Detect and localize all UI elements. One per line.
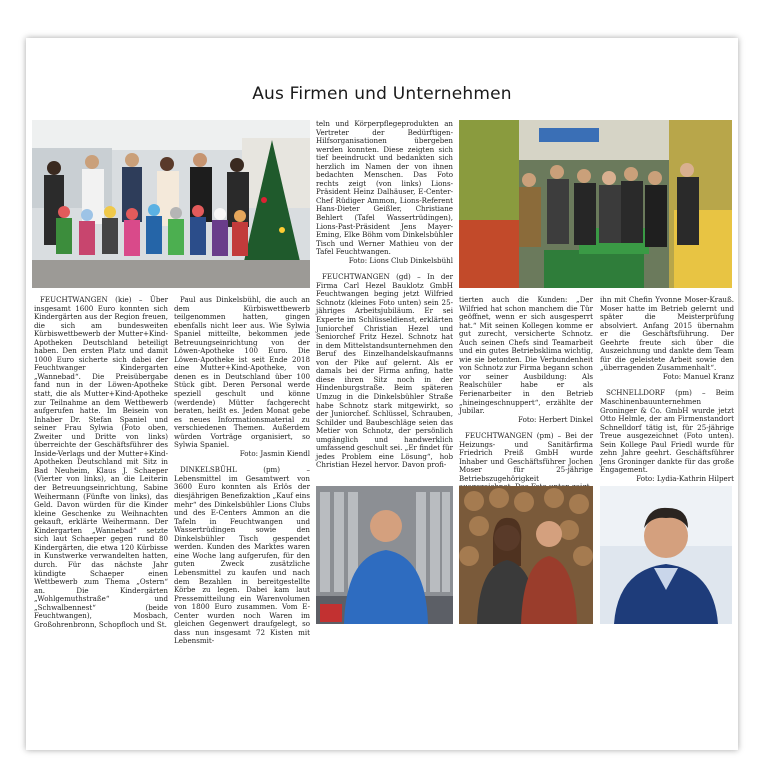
photo-credit: Foto: Lions Club Dinkelsbühl — [348, 255, 453, 265]
photo-credit: Foto: Jasmin Kiendl — [239, 448, 310, 458]
article-hezel-col4 — [459, 296, 593, 481]
photo-lions-club-donation — [459, 120, 732, 288]
page-headline: Aus Firmen und Unternehmen — [252, 84, 512, 104]
article-paragraph: tierten auch die Kunden: „Der Wilfried hat schon manchem die Tür geöffnet, wenn er sich ausgesperrt hat.“ Mit seinen Kollegen komme er gut zurecht, versicherte Schnotz. Auch seinen Chefs sind Teamarbeit und ein gutes Betriebsklima wichtig, wie sie betonten. Die Verbundenheit von Schnotz zur Firma begann schon vor seiner Ausbildung: Als Realschüler habe er als Ferienarbeiter in den Betrieb „hineingeschnuppert“, erzählte der Jubilar. — [459, 295, 593, 416]
article-paragraph: Paul aus Dinkelsbühl, die auch an dem Kürbiswettbewerb teilgenommen hatten, gingen ebenfalls nicht leer aus. Wie Sylwia Spaniel mitteilte, bekommen jede Betreuungseinrichtung von der Löwen-Apotheke 100 Euro. Die Löwen-Apotheke ist seit Ende 2018 eine Mutter+Kind-Apotheke, von denen es in Deutschland über 100 Stück gibt. Deren Personal werde speziell geschult und könne (werdende) Mütter fachgerecht beraten, heißt es. Jeden Monat gebe es neues Informationsmaterial zu verschiedenen Themen. Außerdem würden Vorträge organisiert, so Sylwia Spaniel. — [174, 295, 310, 450]
photo-wilfried-schnotz — [316, 486, 453, 624]
article-dateline: DINKELSBÜHL (pm) – Lebensmittel im Gesamtwert von 3600 Euro konnten als Erlös der diesjährigen Benefizaktion „Kauf eins mehr“ des Dinkelsbühler Lions Clubs und des E-Centers Ammon an die Tafeln in Feuchtwangen und Wassertrüdingen sowie den Dinkelsbühler Tisch gespendet werden. Kunden des Marktes waren eine Woche lang aufgerufen, für den guten Zweck zusätzliche Lebensmittel zu kaufen und nach dem Bezahlen in bereitgestellte Körbe zu legen. Dabei kam laut Pressemitteilung ein Warenvolumen von 1800 Euro zusammen. Vom E-Center wurden noch Waren im gleichen Gegenwert draufgelegt, so dass nun insgesamt 72 Kisten mit Lebensmit- — [174, 465, 310, 646]
photo-credit: Foto: Herbert Dinkel — [518, 414, 593, 424]
article-paragraph: FEUCHTWANGEN (pm) – Bei der Heizungs- und Sanitärfirma Friedrich Preiß GmbH wurde Inhaber und Geschäftsführer Jochen Moser für 25-jährige Betriebszugehörigkeit — [459, 431, 593, 483]
article-paragraph: SCHNELLDORF (pm) – Beim Maschinenbauunternehmen Groninger & Co. GmbH wurde jetzt Otto Helmle, der am Firmenstandort Schnelldorf tätig ist, für 25-jährige Treue ausgezeichnet (Foto unten). Sein Kollege Paul Friedl wurde für zehn Jahre geehrt. Geschäftsführer Jens Groninger dankte für das große Engagement. — [600, 388, 734, 475]
article-paragraph: FEUCHTWANGEN (kie) – Über insgesamt 1600 Euro konnten sich Kindergärten aus der Region freuen, die sich am bundesweiten Kürbiswettbewerb der Mutter+Kind-Apotheken Deutschland beteiligt haben. Den ersten Platz und damit 1000 Euro sicherte sich dabei der Feuchtwanger Kindergarten „Wannebad“. Die Preisübergabe fand nun in der Löwen-Apotheke statt, die als Mutter+Kind-Apotheke zur Teilnahme an dem Wettbewerb aufgerufen hatte. Im Beisein von Inhaber Dr. Stefan Spaniel und seiner Frau Sylwia (Foto oben, Zweiter und Dritte von links) überreichte der Geschäftsführer des Inside-Verlags und der Mutter+Kind-Apotheken Deutschland mit Sitz in Bad Neuheim, Klaus J. Schaeper (Vierter von links), an die Leiterin der Betreuungseinrichtung, Sabine Weihermann (Fünfte von links), das Geld. Davon würden für die Kinder kleine Geschenke zu Weihnachten gekauft, erklärte Weihermann. Der Kindergarten „Wannebad“ setzte sich laut Schaeper gegen rund 80 Kindergärten, die etwa 120 Kürbisse in Kunstwerke verwandelten hatten, durch. Für das nächste Jahr kündigte Schaeper einen Wettbewerb zum Thema „Ostern“ an. Die Kindergärten „Wohlgemuthstraße“ und „Schwalbennest“ (beide Feuchtwangen), Mosbach, Großohrenbronn, Schopfloch und St. — [34, 295, 168, 629]
photo-credit: Foto: Manuel Kranz — [662, 371, 734, 381]
photo-credit: Foto: Lydia-Kathrin Hilpert — [636, 473, 734, 483]
article-paragraph: ihn mit Chefin Yvonne Moser-Krauß. Moser hatte im Betrieb gelernt und später die Meisterprüfung absolviert. Anfang 2015 übernahm er die Geschäftsführung. Der Geehrte freute sich über die Auszeichnung und dankte dem Team für die geleistete Arbeit sowie den „überragenden Zusammenhalt“. — [600, 295, 734, 373]
article-paragraph: teln und Körperpflegeprodukten an Vertreter der Bedürftigen-Hilfsorganisationen übergeben werden konnten. Diese zeigten sich tief beeindruckt und bedankten sich herzlich im Namen der von ihnen bedachten Menschen. Das Foto rechts zeigt (von links) Lions-Präsident Heinz Dalhäuser, E-Center-Chef Rüdiger Ammon, Lions-Referent Hans-Dieter Geißler, Christiane Behlert (Tafel Wassertrüdingen), Lions-Past-Präsident Jens Mayer-Eming, Elke Böhm vom Dinkelsbühler Tisch und Werner Mathieu von der Tafel Feuchtwangen. — [316, 119, 453, 257]
article-paragraph: FEUCHTWANGEN (gd) – In der Firma Carl Hezel Bauklotz GmbH Feuchtwangen beging jetzt Wilfried Schnotz (kleines Foto unten) sein 25-jähriges Arbeitsjubiläum. Er sei Experte im Schlüsseldienst, erklärten Juniorchef Christian Hezel und Seniorchef Fritz Hezel. Schnotz hat in dem Mittelstandsunternehmen den Beruf des Einzelhandelskaufmanns von der Pike auf gelernt. Als er damals bei der Firma anfing, hatte diese ihren Sitz noch in der Hindenburgstraße. Beim späteren Umzug in die Dinkelsbühler Straße habe Schnotz stark mitgewirkt, so der Juniorchef. Schlüssel, Schrauben, Schilder und Baubeschläge seien das Metier von Schnotz, der persönlich umgänglich und handwerklich umfassend geschult sei. „Er findet für jedes Problem eine Lösung“, hob Christian Hezel hervor. Davon profi- — [316, 272, 453, 470]
photo-otto-helmle — [600, 486, 732, 624]
article-kuerbis-col1 — [34, 295, 168, 629]
article-kuerbis-col2 — [174, 295, 310, 646]
article-preiss-col5 — [600, 296, 734, 481]
newspaper-page — [26, 38, 738, 750]
photo-jochen-moser — [459, 486, 593, 624]
photo-kindergarten-group — [32, 120, 310, 288]
article-lions-col3 — [316, 120, 453, 480]
